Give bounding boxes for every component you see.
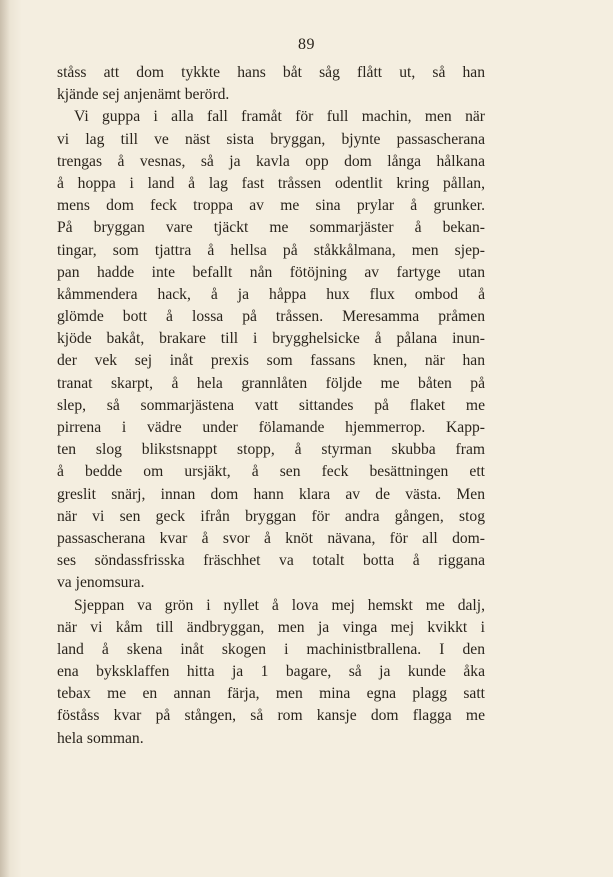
text-line: tingar, som tjattra å hellsa på ståkkålmana, men sjep- [57, 241, 485, 259]
text-line: vi lag till ve näst sista bryggan, bjynte passascherana [57, 130, 485, 148]
text-line: ståss att dom tykkte hans båt såg flått ut, så han [57, 64, 485, 81]
text-line: tranat skarpt, å hela grannlåten följde me båten på [57, 374, 485, 392]
text-line: tebax me en annan färja, men mina egna plagg satt [57, 685, 485, 703]
text-line: va jenomsura. [57, 574, 145, 592]
text-line: kåmmendera hack, å ja håppa hux flux ombod å [57, 285, 485, 303]
text-line: pan hadde inte befallt nån fötöjning av fartyge utan [57, 263, 485, 281]
text-line: när vi kåm till ändbryggan, men ja vinga mej kvikkt i [57, 618, 485, 636]
text-line: ses söndassfrisska fräschhet va totalt botta å riggana [57, 552, 485, 570]
text-line: På bryggan vare tjäckt me sommarjäster å bekan- [57, 219, 485, 237]
text-line: kjände sej anjenämt berörd. [57, 86, 230, 104]
text-line: greslit snärj, innan dom hann klara av de västa. Men [57, 485, 485, 503]
text-line: der vek sej inåt prexis som fassans knen, när han [57, 352, 485, 370]
text-line: å hoppa i land å lag fast tråssen odentlit kring pållan, [57, 174, 485, 192]
text-line: mens dom feck troppa av me sina prylar å grunker. [57, 197, 485, 215]
text-line: pirrena i vädre under fölamande hjemmerrop. Kapp- [57, 419, 485, 436]
text-line: ten slog blikstsnappt stopp, å styrman skubba fram [57, 441, 485, 459]
text-line: Sjeppan va grön i nyllet å lova mej hemskt me dalj, [74, 596, 485, 614]
text-line: å bedde om ursjäkt, å sen feck besättningen ett [57, 463, 485, 481]
text-line: ena byksklaffen hitta ja 1 bagare, så ja kunde åka [57, 663, 485, 681]
text-line: slep, så sommarjästena vatt sittandes på flaket me [57, 396, 485, 414]
page-number: 89 [298, 36, 315, 53]
text-line: land å skena inåt skogen i machinistbrallena. I den [57, 640, 485, 658]
text-line: Vi guppa i alla fall framåt för full machin, men när [74, 108, 485, 126]
text-line: kjöde bakåt, brakare till i brygghelsicke å pålana inun- [57, 330, 485, 348]
text-line: föståss kvar på stången, så rom kansje dom flagga me [57, 707, 485, 725]
spine-shadow [0, 0, 10, 877]
text-line: trengas å vesnas, så ja kavla opp dom långa hålkana [57, 152, 485, 170]
text-line: när vi sen geck ifrån bryggan för andra gången, stog [57, 507, 485, 525]
text-line: hela somman. [57, 729, 144, 747]
text-line: glömde bott å lossa på tråssen. Meresamma pråmen [57, 308, 485, 326]
text-line: passascherana kvar å svor å knöt nävana, för all dom- [57, 529, 485, 547]
body-text [57, 62, 485, 750]
